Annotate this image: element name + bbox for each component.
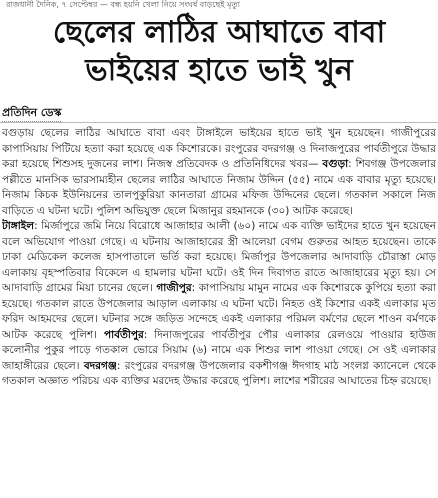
byline-divider — [0, 122, 438, 123]
headline-line-1: ছেলের লাঠির আঘাতে বাবা — [52, 15, 386, 50]
paragraph-text: : কাপাসিয়ায় মামুন নামের এক কিশোরকে কুপিয়ে হত্যা করা হয়েছে। গতকাল রাতে উপজেলার আড়াল এলাকায় এ ঘটনা ঘটে। নিহত ওই কিশোর একই এলাকার মৃত ফরিদ আহমদের ছেলে। ঘটনার সঙ্গে জড়িত সন্দেহে একই এলাকার পরিমল বর্মণের ছেলে শাওন বর্মণকে আটক করেছে পুলিশ। — [2, 282, 436, 341]
headline — [0, 14, 438, 90]
paragraph-text: : মির্জাপুরে জমি নিয়ে বিরোধে আজাহার আলী (৬০) নামে এক ব্যক্তি ভাইদের হাতে খুন হয়েছেন বলে অভিযোগ পাওয়া গেছে। এ ঘটনায় আজাহারের স্ত্রী আলেয়া বেগম গুরুতর আহত হয়েছেন। তাকে ঢাকা মেডিকেল কলেজ হাসপাতালে ভর্তি করা হয়েছে। মির্জাপুর উপজেলার আদাবাড়ি চৌরাস্তা মোড় এলাকায় বৃহস্পতিবার বিকেলে এ হামলার ঘটনা ঘটে। ওই দিন দিবাগত রাতে আজাহারের মৃত্যু হয়। সে আদাবাড়ি গ্রামের মিয়া চানের ছেলে। — [2, 220, 436, 294]
paragraph-lead: বদরগঞ্জ — [83, 359, 117, 372]
headline-line-2: ভাইয়ের হাতে ভাই খুন — [85, 53, 353, 88]
article-paragraph — [2, 126, 436, 219]
paragraph-text: : রংপুরের বদরগঞ্জ উপজেলার বকশীগঞ্জ ঈদগাহ মাঠ সংলগ্ন ক্যানেলে থেকে গতকাল অজ্ঞাত পরিচয় এক ব্যক্তির মরদেহ উদ্ধার করেছে পুলিশ। লাশের শরীরের আঘাতের চিহ্ন রয়েছে। — [2, 359, 436, 387]
paragraph-text: : দিনাজপুরের পার্বতীপুর পৌর এলাকার রেলওয়ে পাওয়ার হাউজ কলোনীর পুকুর পাড়ে গতকাল ভোরে সিয়াম (৬) নামে এক শিশুর লাশ পাওয়া গেছে। সে ওই এলাকার জাহাঙ্গীরের ছেলে। — [2, 328, 436, 372]
article-paragraph — [2, 219, 436, 390]
paragraph-lead: গাজীপুর — [156, 282, 192, 294]
paragraph-lead: টাঙ্গাইল — [2, 220, 35, 232]
top-strip: রাজধানী দৈনিক, ৭ সেপ্টেম্বর — বন্ধ হয়নি খেলা নিয়ে সংঘর্ষ বাড়ছেই মৃত্যু — [6, 0, 240, 9]
article-body — [2, 126, 436, 498]
paragraph-lead: বগুড়া — [322, 158, 349, 170]
paragraph-lead: পার্বতীপুর — [103, 328, 144, 341]
byline: প্রতিদিন ডেস্ক — [2, 106, 61, 122]
paragraph-text: বগুড়ায় ছেলের লাঠির আঘাতে বাবা এবং টাঙ্গাইলে ভাইয়ের হাতে ভাই খুন হয়েছেন। গাজীপুরের কাপাসিয়ায় পিটিয়ে হত্যা করা হয়েছে এক কিশোরকে। রংপুরের বদরগঞ্জ ও দিনাজপুরের পার্বতীপুরে উদ্ধার করা হয়েছে শিশুসহ দুজনের লাশ। নিজস্ব প্রতিবেদক ও প্রতিনিধিদের খবর— — [2, 127, 436, 170]
paragraph-text: : শিবগঞ্জ উপজেলার পল্লীতে মানসিক ভারসাম্যহীন ছেলের লাঠির আঘাতে নিজাম উদ্দিন (৫৫) নামে এক বাবার মৃত্যু হয়েছে। নিজাম কিচক ইউনিয়নের তালপুকুরিয়া কানতারা গ্রামের মফিজ উদ্দিনের ছেলে। গতকাল সকালে নিজ বাড়িতে এ ঘটনা ঘটে। পুলিশ অভিযুক্ত ছেলে মিজানুর রহমানকে (৩০) আটক করেছে। — [2, 158, 436, 217]
